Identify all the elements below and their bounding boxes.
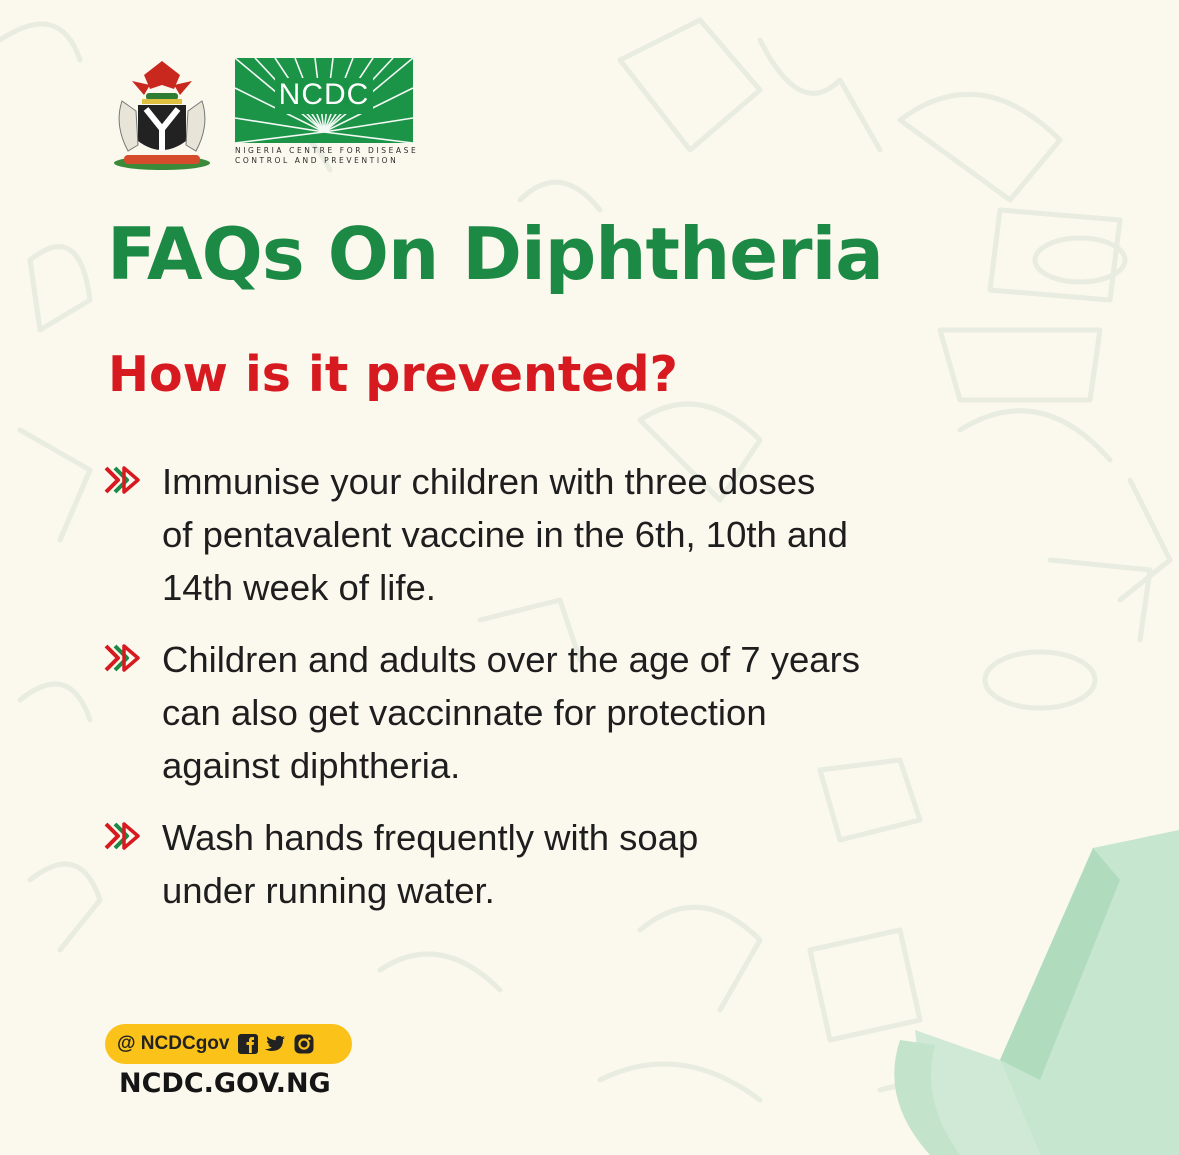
section-question: How is it prevented?: [108, 346, 678, 403]
facebook-icon[interactable]: [237, 1033, 259, 1055]
ncdc-subtitle-line2: CONTROL AND PREVENTION: [235, 156, 399, 165]
ncdc-logo-text: NCDC: [278, 78, 370, 111]
list-item: [104, 455, 1024, 614]
ncdc-subtitle-line1: NIGERIA CENTRE FOR DISEASE: [235, 146, 419, 155]
list-item-text: Immunise your children with three doses of pentavalent vaccine in the 6th, 10th and 14th week of life.: [162, 461, 848, 608]
faq-list: [104, 455, 1024, 917]
website-link[interactable]: NCDC.GOV.NG: [119, 1068, 331, 1099]
coat-of-arms-icon: [104, 55, 220, 173]
chevron-bullet-icon: [104, 821, 142, 851]
instagram-icon[interactable]: [293, 1033, 315, 1055]
ncdc-logo-box: [235, 58, 413, 143]
ncdc-logo: [235, 58, 419, 168]
list-item: [104, 811, 1024, 917]
social-handle-badge[interactable]: [105, 1024, 352, 1064]
page-title: FAQs On Diphtheria: [107, 212, 883, 296]
ncdc-logo-subtitle: [235, 146, 419, 166]
list-item: [104, 633, 1024, 792]
chevron-bullet-icon: [104, 643, 142, 673]
social-handle[interactable]: @ NCDCgov: [117, 1033, 230, 1054]
twitter-icon[interactable]: [264, 1033, 286, 1055]
chevron-bullet-icon: [104, 465, 142, 495]
list-item-text: Wash hands frequently with soap under running water.: [162, 817, 699, 911]
list-item-text: Children and adults over the age of 7 years can also get vaccinnate for protection against diphtheria.: [162, 639, 860, 786]
